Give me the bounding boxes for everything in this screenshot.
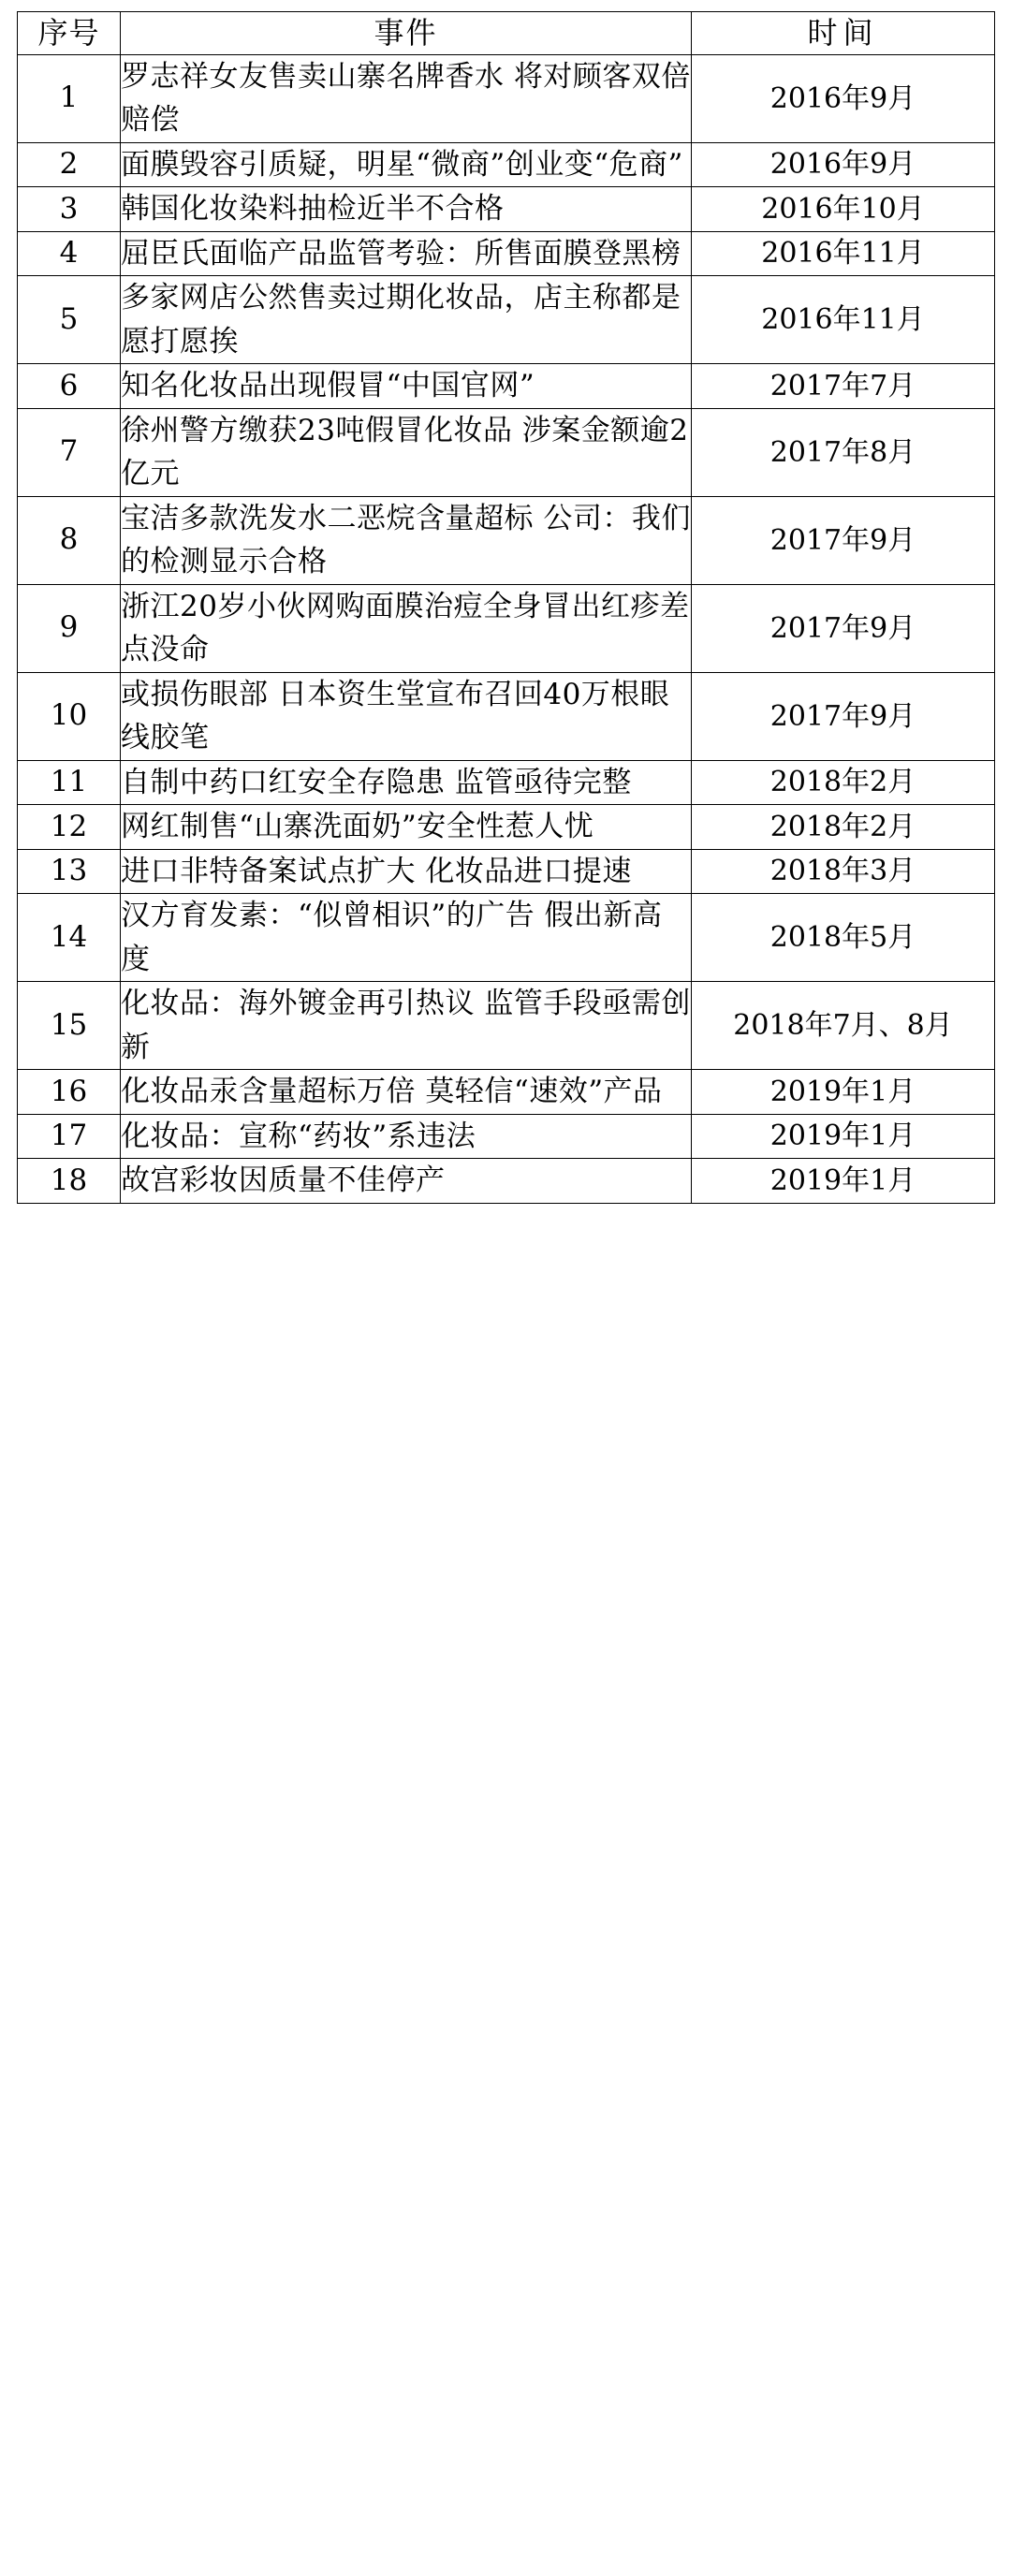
row-event-text: 徐州警方缴获23吨假冒化妆品 涉案金额逾2亿元: [121, 408, 692, 496]
row-event-text: 或损伤眼部 日本资生堂宣布召回40万根眼线胶笔: [121, 672, 692, 760]
row-event-text: 宝洁多款洗发水二恶烷含量超标 公司：我们的检测显示合格: [121, 496, 692, 584]
row-time: 2018年3月: [692, 849, 995, 894]
row-number: 2: [18, 142, 121, 187]
row-event-text: 化妆品：宣称“药妆”系违法: [121, 1114, 692, 1159]
row-number: 8: [18, 496, 121, 584]
row-event-text: 知名化妆品出现假冒“中国官网”: [121, 364, 692, 409]
row-time: 2019年1月: [692, 1114, 995, 1159]
row-number: 18: [18, 1159, 121, 1204]
row-time: 2018年2月: [692, 805, 995, 850]
row-number: 14: [18, 894, 121, 982]
row-event-text: 屈臣氏面临产品监管考验：所售面膜登黑榜: [121, 231, 692, 276]
table-row: [18, 894, 995, 982]
table-header-row: [18, 12, 995, 55]
row-event-text: 汉方育发素：“似曾相识”的广告 假出新高度: [121, 894, 692, 982]
column-header-time: 时间: [692, 12, 995, 55]
row-number: 13: [18, 849, 121, 894]
table-row: [18, 584, 995, 672]
table-row: [18, 1070, 995, 1115]
row-number: 4: [18, 231, 121, 276]
row-event-text: 网红制售“山寨洗面奶”安全性惹人忧: [121, 805, 692, 850]
table-row: [18, 672, 995, 760]
table-row: [18, 1114, 995, 1159]
row-event-text: 故宫彩妆因质量不佳停产: [121, 1159, 692, 1204]
table-row: [18, 231, 995, 276]
table-row: [18, 364, 995, 409]
table-row: [18, 54, 995, 142]
row-time: 2017年9月: [692, 496, 995, 584]
table-row: [18, 805, 995, 850]
row-event-text: 浙江20岁小伙网购面膜治痘全身冒出红疹差点没命: [121, 584, 692, 672]
table-row: [18, 276, 995, 364]
row-time: 2017年9月: [692, 584, 995, 672]
row-time: 2017年9月: [692, 672, 995, 760]
row-time: 2016年11月: [692, 231, 995, 276]
table-row: [18, 187, 995, 232]
row-time: 2018年2月: [692, 760, 995, 805]
table-row: [18, 760, 995, 805]
row-time: 2018年7月、8月: [692, 982, 995, 1070]
row-event-text: 自制中药口红安全存隐患 监管亟待完整: [121, 760, 692, 805]
row-number: 9: [18, 584, 121, 672]
row-number: 11: [18, 760, 121, 805]
row-number: 7: [18, 408, 121, 496]
row-time: 2019年1月: [692, 1159, 995, 1204]
row-event-text: 多家网店公然售卖过期化妆品，店主称都是愿打愿挨: [121, 276, 692, 364]
row-number: 5: [18, 276, 121, 364]
row-time: 2017年7月: [692, 364, 995, 409]
table-body: [18, 54, 995, 1203]
column-header-no: 序号: [18, 12, 121, 55]
table-row: [18, 982, 995, 1070]
row-event-text: 化妆品：海外镀金再引热议 监管手段亟需创新: [121, 982, 692, 1070]
column-header-event: 事件: [121, 12, 692, 55]
row-number: 3: [18, 187, 121, 232]
table-row: [18, 1159, 995, 1204]
row-number: 12: [18, 805, 121, 850]
row-number: 10: [18, 672, 121, 760]
row-number: 16: [18, 1070, 121, 1115]
row-time: 2016年11月: [692, 276, 995, 364]
row-number: 1: [18, 54, 121, 142]
row-event-text: 化妆品汞含量超标万倍 莫轻信“速效”产品: [121, 1070, 692, 1115]
row-number: 15: [18, 982, 121, 1070]
row-time: 2018年5月: [692, 894, 995, 982]
row-time: 2016年10月: [692, 187, 995, 232]
row-number: 17: [18, 1114, 121, 1159]
row-time: 2016年9月: [692, 54, 995, 142]
row-time: 2019年1月: [692, 1070, 995, 1115]
row-time: 2017年8月: [692, 408, 995, 496]
row-event-text: 罗志祥女友售卖山寨名牌香水 将对顾客双倍赔偿: [121, 54, 692, 142]
table-row: [18, 849, 995, 894]
table-row: [18, 142, 995, 187]
table-row: [18, 496, 995, 584]
row-event-text: 进口非特备案试点扩大 化妆品进口提速: [121, 849, 692, 894]
table-header: [18, 12, 995, 55]
table-row: [18, 408, 995, 496]
row-event-text: 面膜毁容引质疑，明星“微商”创业变“危商”: [121, 142, 692, 187]
row-event-text: 韩国化妆染料抽检近半不合格: [121, 187, 692, 232]
row-time: 2016年9月: [692, 142, 995, 187]
events-table: [17, 11, 995, 1204]
row-number: 6: [18, 364, 121, 409]
